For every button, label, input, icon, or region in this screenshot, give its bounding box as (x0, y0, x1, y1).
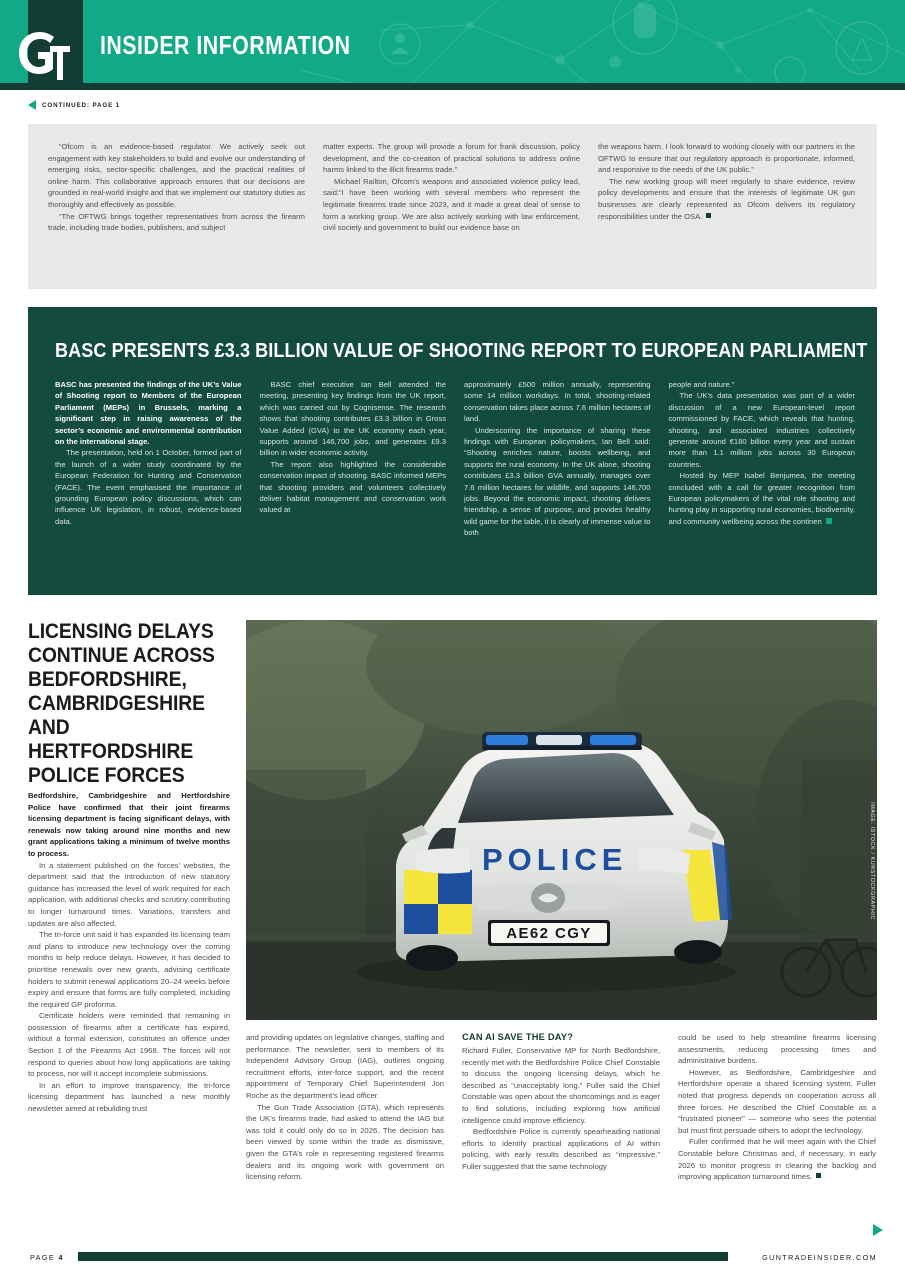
basc-column-3 (464, 379, 651, 539)
article-column-2 (246, 1032, 444, 1183)
basc-column-4 (669, 379, 856, 539)
basc-feature-box (28, 307, 877, 595)
paragraph: Certificate holders were reminded that remaining in possession of firearms after a certificate has expired, without a formal extension, constitutes an offence under Section 1 of the Firearms Act 1968. The forces will not respond to queries about how long applications are taking to process, nor will it accept incomplete submissions. (28, 1011, 230, 1079)
end-mark-icon (826, 518, 832, 524)
lead-paragraph: BASC has presented the findings of the UK’s Value of Shooting report to Members of the European Parliament (MEPs) in Brussels, marking a significant step in raising awareness of the sector’s economic and environmental contribution on the international stage. (55, 380, 242, 447)
paragraph: people and nature.” (668, 380, 735, 389)
paragraph-text: Fuller confirmed that he will meet again with the Chief Constable before Christmas and, if necessary, in early 2026 to monitor progress in clearing the backlog and improving application turnaround times. (678, 1137, 876, 1182)
paragraph: the weapons harm. I look forward to working closely with our partners in the OFTWG to ensure that our regulatory approach is proportionate, informed, and responsive to the needs of the UK public.” (598, 142, 855, 175)
paragraph: could be used to help streamline firearms licensing assessments, reducing processing times and administrative burdens. (678, 1033, 876, 1066)
paragraph-text: Hosted by MEP Isabel Benjumea, the meeting concluded with a call for greater recognition from European policymakers of the vital role shooting and hunting play in supporting rural economies, biodiversity, and community wellbeing across the continen (668, 471, 855, 526)
page-prefix: PAGE (30, 1253, 56, 1262)
page-masthead (0, 0, 905, 83)
paragraph (678, 1136, 876, 1182)
page-title: INSIDER INFORMATION (100, 30, 351, 60)
article-column-1 (28, 790, 230, 1115)
gti-logo-icon (14, 24, 76, 83)
paragraph: The presentation, held on 1 October, formed part of the launch of a wider study coordinated by the European Federation for Hunting and Conservation (FACE). The event emphasised the importance of grounding European policy discussions, which can influence UK legislation, in robust, evidence-based data. (55, 448, 242, 526)
quote-column-3 (598, 141, 855, 234)
article-headline: LICENSING DELAYS CONTINUE ACROSS BEDFORDSHIRE, CAMBRIDGESHIRE AND HERTFORDSHIRE POLICE FORCES (28, 620, 215, 787)
basc-columns (55, 379, 855, 539)
article-column-4 (678, 1032, 876, 1183)
end-mark-icon (706, 213, 711, 218)
paragraph (669, 470, 856, 527)
paragraph: In a statement published on the forces’ websites, the department said that the introduction of new statutory guidance has increased the level of work required for each application, with additional checks and scrutiny contributing to longer turnaround times. Variations, transfers and updates are also affected. (28, 860, 230, 928)
paragraph: The Gun Trade Association (GTA), which represents the UK’s firearms trade, had asked to attend the IAG but was told it could only do so in 2026. The decision has been viewed by some within the trade as dismissive, given the GTA’s role in representing registered firearms dealers and its ongoing work with government on licensing reform. (246, 1102, 444, 1182)
page-footer (0, 1250, 905, 1266)
paragraph: Richard Fuller, Conservative MP for North Bedfordshire, recently met with the Bedfordshire Police Chief Constable to discuss the ongoing licensing delays, which he described as “unacceptably long.” Fuller said the Chief Constable was open about the shortcomings and is eager to find solutions, including exploring how artificial intelligence could improve efficiency. (462, 1046, 660, 1125)
basc-headline: BASC PRESENTS £3.3 BILLION VALUE OF SHOOTING REPORT TO EUROPEAN PARLIAMENT (55, 339, 868, 362)
paragraph-text: The new working group will meet regularly to share evidence, review policy developments and ensure that the interests of legitimate UK gun businesses are clearly represented as Ofcom delivers its regulatory responsibilities under the OSA. (598, 176, 855, 221)
next-page-arrow-icon[interactable] (873, 1224, 883, 1236)
photo-credit: IMAGE: ISTOCK / KURSTOCKGRAPHIC (869, 802, 875, 920)
paragraph: The report also highlighted the considerable conservation impact of shooting. BASC informed MEPs that shooting providers and volunteers collectively deliver habitat management and conservation work valued at (259, 459, 446, 515)
basc-column-2 (260, 379, 447, 539)
left-arrow-icon (28, 100, 36, 110)
lead-paragraph: Bedfordshire, Cambridgeshire and Hertfordshire Police have confirmed that their joint firearms licensing department is facing significant delays, with renewals now taking around nine months and new grant applications taking a minimum of twelve months to process. (28, 791, 230, 858)
basc-column-1 (55, 379, 242, 539)
article-bottom-columns (246, 1032, 877, 1183)
paragraph: “Ofcom is an evidence-based regulator. We actively seek out engagement with key stakeholders to build and evolve our understanding of emerging risks, sector-specific challenges, and the practical realities of online harm. This collaborative approach ensures that our decisions are grounded in real-world insight and that we implement our statutory duties as thoroughly and effectively as possible. (48, 142, 305, 209)
masthead-underline (0, 83, 905, 90)
police-car-illustration (246, 620, 877, 1020)
paragraph: Underscoring the importance of sharing these findings with European policymakers, Ian Bell said: “Shooting enriches nature, boosts wellbeing, and supports the rural economy. In the UK alone, shooting contributes £3.3 billion GVA annually, manages over 7.6 million hectares for wildlife, and supports 146,700 jobs. Beyond the economic impact, shooting delivers friendship, a sense of purpose, and provides healthy wild game for the table, it is clearly of immense value to both (464, 425, 651, 538)
quote-column-2 (323, 141, 580, 234)
paragraph: “The OFTWG brings together representatives from across the firearm trade, including trade bodies, publishers, and subject (48, 211, 305, 233)
article-column-3 (462, 1032, 660, 1183)
continued-from-flag[interactable] (28, 100, 120, 110)
paragraph: Michael Railton, Ofcom’s weapons and associated violence policy lead, said:“I have been working with several members who represent the legitimate firearms trade since 2023, and it made a great deal of sense to form a working group. We are also actively working with law enforcement, civil society and government to build our evidence base on (323, 176, 580, 233)
page-number: 4 (58, 1253, 64, 1262)
paragraph: The UK’s data presentation was part of a wider discussion of a new European-level report commissioned by FACE, which reveals that hunting, shooting, and associated industries collectively generate around €180 billion every year and sustain more than 1.1 million jobs across 30 European countries. (668, 391, 855, 469)
paragraph: BASC chief executive Ian Bell attended the meeting, presenting key findings from the UK report, which was carried out by Cognisense. The research shows that shooting contributes £3.3 billion in Gross Value Added (GVA) to the UK economy each year, supports around 146,700 jobs, and generates £9.3 billion in wider economic activity. (259, 380, 446, 458)
police-car-photo (246, 620, 877, 1020)
footer-website-url: GUNTRADEINSIDER.COM (762, 1253, 877, 1262)
paragraph: and providing updates on legislative changes, staffing and performance. The newsletter, sent to members of its Independent Advisory Group (IAG), outlines ongoing recruitment efforts, inter-force support, and the recent appointment of Temporary Chief Superintendent Jon Roche as the department’s lead officer. (246, 1033, 444, 1100)
quote-column-1 (48, 141, 305, 234)
number-plate-text: AE62 CGY (506, 925, 592, 942)
end-mark-icon (816, 1173, 821, 1178)
police-wordmark: POLICE (482, 842, 628, 877)
paragraph: matter experts. The group will provide a forum for frank discussion, policy development, and the co-creation of practical solutions to address online harms linked to the illicit firearms trade.” (323, 142, 580, 175)
quote-panel (28, 124, 877, 289)
paragraph: However, as Bedfordshire, Cambridgeshire and Hertfordshire operate a shared licensing system, Fuller noted that progress depends on cooperation across all three forces. He described the Chief Constable as a “frustrated pioneer” — someone who sees the potential but must first persuade others to adopt the technology. (678, 1067, 876, 1135)
paragraph: The tri-force unit said it has expanded its licensing team and plans to introduce new technology over the coming months to help reduce delays. However, it has decided to prioritise renewals over new grants, advising certificate holders to submit renewal applications 20–24 weeks before expiry and ensure that forms are fully completed, including the required GP proforma. (28, 930, 230, 1009)
section-subhead: CAN AI SAVE THE DAY? (462, 1032, 574, 1042)
page-number-label (30, 1253, 64, 1262)
quote-panel-columns (48, 141, 857, 234)
paragraph (598, 176, 855, 222)
footer-rule (78, 1252, 728, 1261)
paragraph: In an effort to improve transparency, the tri-force licensing department has launched a new monthly newsletter aimed at rebuilding trust (28, 1080, 230, 1114)
continued-label: CONTINUED: PAGE 1 (42, 101, 121, 109)
paragraph: Bedfordshire Police is currently spearheading national efforts to identify practical applications of AI within policing, with early results described as “impressive.” Fuller suggested that the same technology (462, 1127, 660, 1171)
paragraph: approximately £500 million annually, representing some 14 million workdays. In total, shooting-related conservation takes place across 7.6 million hectares of land. (464, 380, 651, 424)
